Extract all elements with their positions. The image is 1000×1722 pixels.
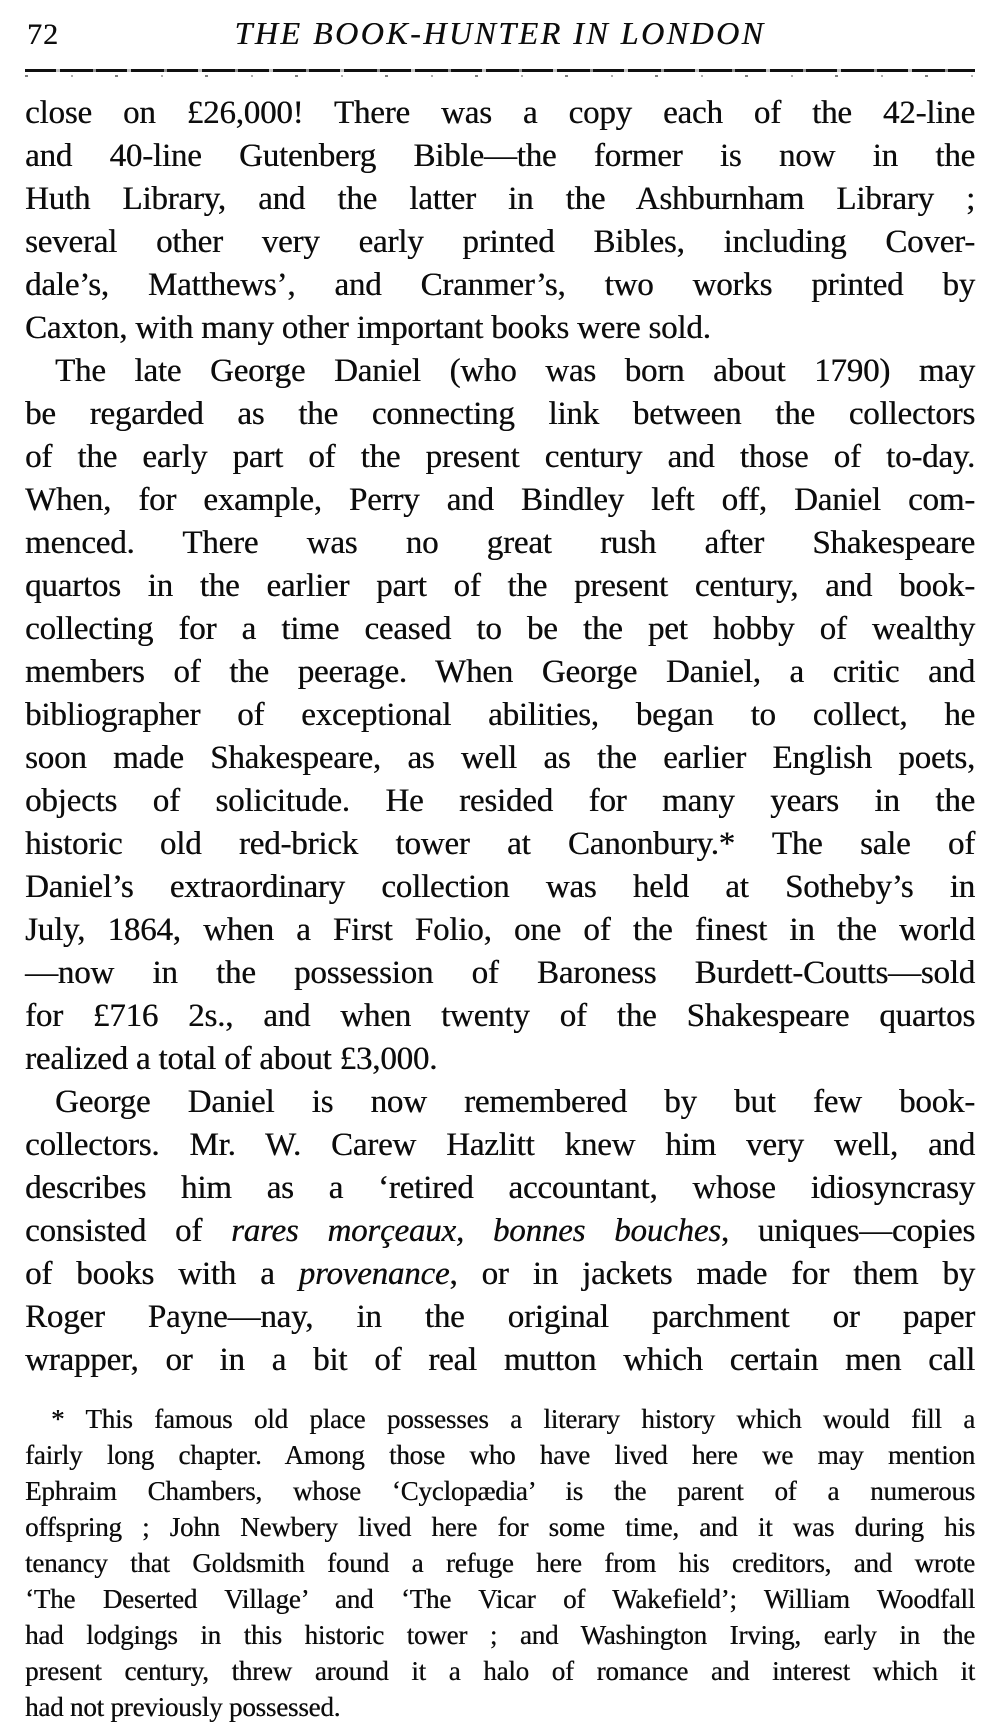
text-line (25, 1339, 975, 1382)
text-line (25, 436, 975, 479)
running-title: THE BOOK-HUNTER IN LONDON (234, 15, 766, 51)
body-text (25, 92, 975, 1382)
text-segment: and 40-line Gutenberg Bible—the former is now in the (25, 138, 975, 174)
text-line (25, 178, 975, 221)
text-segment: historic old red-brick tower at Canonbury.* The sale of (25, 826, 975, 862)
text-segment: The late George Daniel (who was born about 1790) may (55, 353, 975, 389)
footnote-line (25, 1617, 975, 1653)
text-segment: collectors. Mr. W. Carew Hazlitt knew him very well, and (25, 1127, 975, 1163)
text-line (25, 1210, 975, 1253)
text-segment: When, for example, Perry and Bindley left off, Daniel com- (25, 482, 975, 518)
text-segment: Caxton, with many other important books were sold. (25, 310, 711, 346)
text-line (25, 565, 975, 608)
text-segment: objects of solicitude. He resided for many years in the (25, 783, 975, 819)
text-line (25, 952, 975, 995)
text-segment: , or in jackets made for them by (449, 1256, 975, 1292)
text-segment: menced. There was no great rush after Shakespeare (25, 525, 975, 561)
page-header (25, 12, 975, 58)
text-segment: July, 1864, when a First Folio, one of the finest in the world (25, 912, 975, 948)
text-segment: had lodgings in this historic tower ; and Washington Irving, early in the (25, 1620, 975, 1650)
text-line (25, 651, 975, 694)
text-line (25, 1167, 975, 1210)
footnote-line (25, 1509, 975, 1545)
text-line (25, 608, 975, 651)
text-segment: for £716 2s., and when twenty of the Shakespeare quartos (25, 998, 975, 1034)
text-line (25, 92, 975, 135)
header-rule (25, 69, 975, 72)
text-line (25, 909, 975, 952)
text-segment: , uniques—copies (720, 1213, 975, 1249)
text-line (25, 393, 975, 436)
text-segment: Roger Payne—nay, in the original parchment or paper (25, 1299, 975, 1335)
text-segment: tenancy that Goldsmith found a refuge here from his creditors, and wrote (25, 1548, 975, 1578)
text-segment: bibliographer of exceptional abilities, began to collect, he (25, 697, 975, 733)
text-segment: of the early part of the present century and those of to-day. (25, 439, 975, 475)
text-segment: soon made Shakespeare, as well as the earlier English poets, (25, 740, 975, 776)
page-number: 72 (27, 18, 59, 51)
text-segment: George Daniel is now remembered by but few book- (55, 1084, 975, 1120)
text-segment: present century, threw around it a halo of romance and interest which it (25, 1656, 975, 1686)
text-segment: —now in the possession of Baroness Burdett-Coutts—sold (25, 955, 975, 991)
text-segment: Huth Library, and the latter in the Ashburnham Library ; (25, 181, 975, 217)
text-segment: Daniel’s extraordinary collection was held at Sotheby’s in (25, 869, 975, 905)
text-line (25, 1253, 975, 1296)
footnote-line (25, 1473, 975, 1509)
text-segment: realized a total of about £3,000. (25, 1041, 438, 1077)
text-segment: collecting for a time ceased to be the pet hobby of wealthy (25, 611, 975, 647)
text-segment: wrapper, or in a bit of real mutton which certain men call (25, 1342, 975, 1378)
footnote-line (25, 1689, 975, 1722)
footnote-line (25, 1545, 975, 1581)
text-line (25, 1081, 975, 1124)
text-line (25, 479, 975, 522)
text-segment: ‘The Deserted Village’ and ‘The Vicar of Wakefield’; William Woodfall (25, 1584, 975, 1614)
text-line (25, 694, 975, 737)
italic-text-segment: provenance (298, 1256, 450, 1292)
text-line (25, 866, 975, 909)
text-segment: members of the peerage. When George Daniel, a critic and (25, 654, 975, 690)
italic-text-segment: rares morçeaux, bonnes bouches (230, 1213, 721, 1249)
text-line (25, 264, 975, 307)
text-line (25, 522, 975, 565)
text-segment: close on £26,000! There was a copy each of the 42-line (25, 95, 975, 131)
text-segment: quartos in the earlier part of the present century, and book- (25, 568, 975, 604)
text-segment: describes him as a ‘retired accountant, whose idiosyncrasy (25, 1170, 975, 1206)
text-segment: dale’s, Matthews’, and Cranmer’s, two works printed by (25, 267, 975, 303)
text-line (25, 995, 975, 1038)
text-line (25, 1038, 975, 1081)
text-segment: fairly long chapter. Among those who have lived here we may mention (25, 1440, 975, 1470)
text-segment: Ephraim Chambers, whose ‘Cyclopædia’ is the parent of a numerous (25, 1476, 975, 1506)
text-segment: had not previously possessed. (25, 1692, 341, 1722)
text-line (25, 1124, 975, 1167)
text-segment: offspring ; John Newbery lived here for some time, and it was during his (25, 1512, 975, 1542)
text-line (25, 307, 975, 350)
footnote-line (25, 1581, 975, 1617)
text-line (25, 350, 975, 393)
footnote-line (25, 1437, 975, 1473)
text-line (25, 221, 975, 264)
text-segment: * This famous old place possesses a literary history which would fill a (51, 1404, 975, 1434)
footnote (25, 1401, 975, 1722)
text-line (25, 780, 975, 823)
footnote-line (25, 1653, 975, 1689)
text-line (25, 823, 975, 866)
text-segment: consisted of (25, 1213, 231, 1249)
text-segment: of books with a (25, 1256, 299, 1292)
footnote-line (25, 1401, 975, 1437)
text-line (25, 1296, 975, 1339)
text-segment: be regarded as the connecting link between the collectors (25, 396, 975, 432)
header-rule-noise (25, 75, 975, 77)
text-segment: several other very early printed Bibles, including Cover- (25, 224, 975, 260)
text-line (25, 737, 975, 780)
text-line (25, 135, 975, 178)
